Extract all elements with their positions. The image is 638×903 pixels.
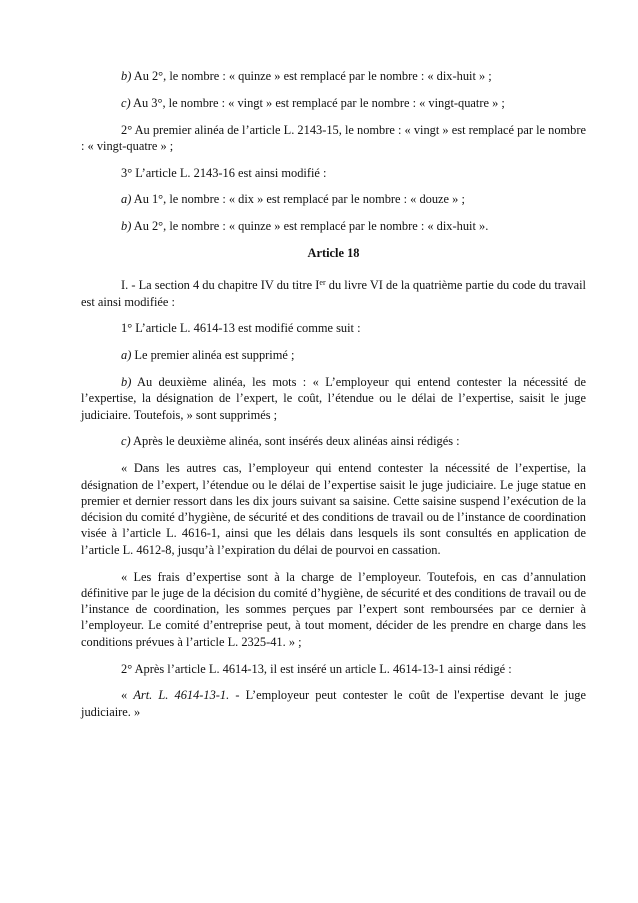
list-marker: b) [121,219,132,234]
paragraph-text: Après le deuxième alinéa, sont insérés deux alinéas ainsi rédigés : [130,434,460,449]
paragraph-text: I. - La section 4 du chapitre IV du titre I [121,278,320,293]
paragraph-text: 3° L’article L. 2143-16 est ainsi modifié : [121,165,327,180]
paragraph-text: Au 3°, le nombre : « vingt » est remplacé par le nombre : « vingt-quatre » ; [130,95,505,110]
list-marker: c) [121,95,131,110]
paragraph-text: - L’employeur peut contester le coût de l'expertise devant le juge judiciaire. » [81,688,586,719]
paragraph [81,218,586,234]
list-marker: b) [121,69,132,83]
list-marker: a) [121,348,132,363]
list-marker: a) [121,192,132,207]
paragraph [81,165,586,181]
paragraph-text: Au 2°, le nombre : « quinze » est remplacé par le nombre : « dix-huit » ; [131,69,492,83]
paragraph-text: « Les frais d’expertise sont à la charge de l’employeur. Toutefois, en cas d’annulation définitive par le juge de la décision du comité d’hygiène, de sécurité et des conditions de travail ou de l’instance de coordination, les sommes perçues par l’expert sont remboursées par ce dernier à l’employeur. Le comité d’entreprise peut, à tout moment, décider de les prendre en charge dans les conditions prévues à l’article L. 2325-41. » ; [81,569,586,649]
quoted-paragraph [81,687,586,720]
paragraph [81,95,586,111]
quoted-paragraph [81,569,586,650]
article-heading: Article 18 [307,246,360,261]
quoted-paragraph [81,460,586,558]
paragraph-text: 1° L’article L. 4614-13 est modifié comme suit : [121,321,361,336]
paragraph [81,68,586,84]
paragraph-text: « Dans les autres cas, l’employeur qui entend contester la nécessité de l’expertise, la désignation de l’expert, l’étendue ou le délai de l’expertise saisit le juge judiciaire. Le juge statue en premier et dernier ressort dans les dix jours suivant sa saisine. Cette saisine suspend l’exécution de la décision du comité d’hygiène, de sécurité et des conditions de travail ou de l’instance de coordination visée à l’article L. 4616-1, ainsi que les délais dans lesquels ils sont consultés en application de l’article L. 4612-8, jusqu’à l’expiration du délai de pourvoi en cassation. [81,461,586,557]
paragraph [81,374,586,423]
list-marker: c) [121,434,131,449]
article-reference: Art. L. 4614-13-1. [133,688,230,703]
paragraph [81,320,586,336]
superscript: er [319,278,326,288]
paragraph-text: Au deuxième alinéa, les mots : « L’employeur qui entend contester la nécessité de l’expertise, la désignation de l’expert, le coût, l’étendue ou le délai de l’expertise, saisit le juge judiciaire. Toutefois, » sont supprimés ; [81,375,586,422]
paragraph [81,347,586,363]
paragraph-text: du livre VI de la quatrième partie du code du travail est ainsi modifiée : [81,278,586,309]
paragraph [81,661,586,677]
paragraph-text: Au 2°, le nombre : « quinze » est remplacé par le nombre : « dix-huit ». [131,219,489,234]
quote-open: « [121,688,134,703]
paragraph [81,433,586,449]
list-marker: b) [121,375,132,390]
article-intro [81,277,586,310]
paragraph-text: Le premier alinéa est supprimé ; [131,348,295,363]
paragraph-text: 2° Au premier alinéa de l’article L. 2143-15, le nombre : « vingt » est remplacé par le nombre : « vingt-quatre » ; [81,122,586,153]
document-body [81,68,586,730]
paragraph [81,191,586,207]
paragraph [81,122,586,155]
paragraph-text: Au 1°, le nombre : « dix » est remplacé par le nombre : « douze » ; [131,192,465,207]
paragraph-text: 2° Après l’article L. 4614-13, il est inséré un article L. 4614-13-1 ainsi rédigé : [121,661,512,676]
